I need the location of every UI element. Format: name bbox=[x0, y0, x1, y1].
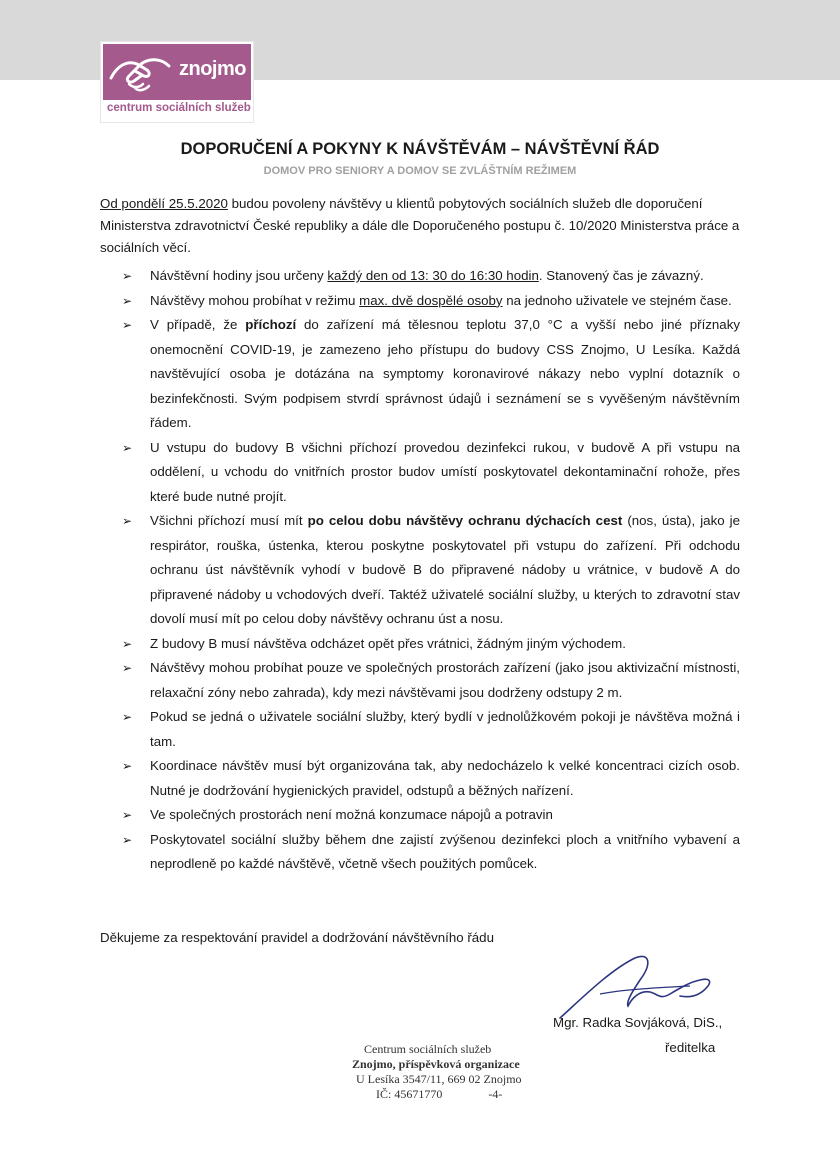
logo-wordmark: znojmo bbox=[179, 58, 246, 80]
arrow-bullet-icon: ➢ bbox=[122, 440, 133, 455]
list-item: ➢ Návštěvy mohou probíhat v režimu max. dvě dospělé osoby na jednoho uživatele ve stejném čase. bbox=[100, 289, 740, 314]
list-item: ➢ Návštěvní hodiny jsou určeny každý den od 13: 30 do 16:30 hodin. Stanovený čas je závazný. bbox=[100, 264, 740, 289]
signatory-name: Mgr. Radka Sovjáková, DiS., bbox=[553, 1015, 723, 1030]
list-item: ➢ V případě, že příchozí do zařízení má tělesnou teplotu 37,0 °C a vyšší nebo jiné příznaky onemocnění COVID-19, je zamezeno jeho přístupu do budovy CSS Znojmo, U Lesíka. Každá navštěvující osoba je dotázána na symptomy koronavirové nákazy nebo vyplní dotazník o bezinfekčnosti. Svým podpisem stvrdí správnost údajů i seznámení se s vyvěšeným návštěvním řádem. bbox=[100, 313, 740, 436]
stamp-line: U Lesíka 3547/11, 669 02 Znojmo bbox=[356, 1072, 522, 1086]
rules-list bbox=[100, 264, 740, 877]
arrow-bullet-icon: ➢ bbox=[122, 759, 133, 773]
intro-paragraph bbox=[100, 193, 740, 259]
logo-badge bbox=[103, 44, 251, 100]
logo-caption: centrum sociálních služeb bbox=[107, 102, 251, 114]
signatory-role: ředitelka bbox=[665, 1040, 716, 1055]
stamp-line: Znojmo, příspěvková organizace bbox=[352, 1057, 520, 1071]
list-item: ➢ U vstupu do budovy B všichni příchozí provedou dezinfekci rukou, v budově A při vstupu na oddělení, u vchodu do vnitřních prostor budov umístí poskytovatel dekontaminační rohože, přes které bude nutné projít. bbox=[100, 436, 740, 510]
arrow-bullet-icon: ➢ bbox=[122, 293, 133, 308]
arrow-bullet-icon: ➢ bbox=[122, 318, 133, 332]
arrow-bullet-icon: ➢ bbox=[122, 710, 133, 724]
list-item: ➢ Poskytovatel sociální služby během dne zajistí zvýšenou dezinfekci ploch a vnitřního vybavení a neprodleně po každé návštěvě, včetně všech použitých pomůcek. bbox=[100, 828, 740, 877]
page-number: -4- bbox=[488, 1087, 503, 1101]
arrow-bullet-icon: ➢ bbox=[122, 808, 133, 822]
list-item: ➢ Z budovy B musí návštěva odcházet opět přes vrátnici, žádným jiným východem. bbox=[100, 632, 740, 657]
intro-date: Od pondělí 25.5.2020 bbox=[100, 196, 228, 211]
stamp-line: IČ: 45671770 -4- bbox=[376, 1087, 503, 1101]
arrow-bullet-icon: ➢ bbox=[122, 269, 133, 283]
stamp-line: Centrum sociálních služeb bbox=[364, 1042, 492, 1056]
handshake-icon bbox=[107, 48, 173, 96]
intro-text: budou povoleny návštěvy u klientů pobytových sociálních služeb dle doporučení Ministerstva zdravotnictví České republiky a dále dle Doporučeného postupu č. 10/2020 Ministerstva práce a sociálních věcí. bbox=[100, 196, 740, 255]
arrow-bullet-icon: ➢ bbox=[122, 636, 133, 651]
list-item: ➢ Pokud se jedná o uživatele sociální služby, který bydlí v jednolůžkovém pokoji je návštěva možná i tam. bbox=[100, 705, 740, 754]
arrow-bullet-icon: ➢ bbox=[122, 661, 133, 675]
list-item: ➢ Koordinace návštěv musí být organizována tak, aby nedocházelo k velké koncentraci cizích osob. Nutné je dodržování hygienických pravidel, odstupů a běžných nařízení. bbox=[100, 754, 740, 803]
document-title: DOPORUČENÍ A POKYNY K NÁVŠTĚVÁM – NÁVŠTĚVNÍ ŘÁD bbox=[180, 140, 660, 158]
closing-thanks: Děkujeme za respektování pravidel a dodržování návštěvního řádu bbox=[100, 930, 494, 945]
arrow-bullet-icon: ➢ bbox=[122, 514, 133, 528]
organization-logo bbox=[100, 41, 254, 123]
list-item: ➢ Všichni příchozí musí mít po celou dobu návštěvy ochranu dýchacích cest (nos, ústa), jako je respirátor, rouška, ústenka, kterou poskytne poskytovatel při vstupu do zařízení. Při odchodu ochranu úst návštěvník vyhodí v budově B do připravené nádoby u vrátnice, v budově A do připravené nádoby u vchodových dveří. Taktéž uživatelé sociální služby, u kterých to zdravotní stav dovolí musí mít po celou doby návštěvy ochranu úst a nosu. bbox=[100, 509, 740, 632]
organization-stamp bbox=[350, 1042, 550, 1102]
list-item: ➢ Ve společných prostorách není možná konzumace nápojů a potravin bbox=[100, 803, 740, 828]
document-subtitle: DOMOV PRO SENIORY A DOMOV SE ZVLÁŠTNÍM REŽIMEM bbox=[263, 165, 577, 177]
arrow-bullet-icon: ➢ bbox=[122, 832, 133, 847]
list-item: ➢ Návštěvy mohou probíhat pouze ve společných prostorách zařízení (jako jsou aktivizační místnosti, relaxační zóny nebo zahrada), kdy mezi návštěvami jsou dodrženy odstupy 2 m. bbox=[100, 656, 740, 705]
